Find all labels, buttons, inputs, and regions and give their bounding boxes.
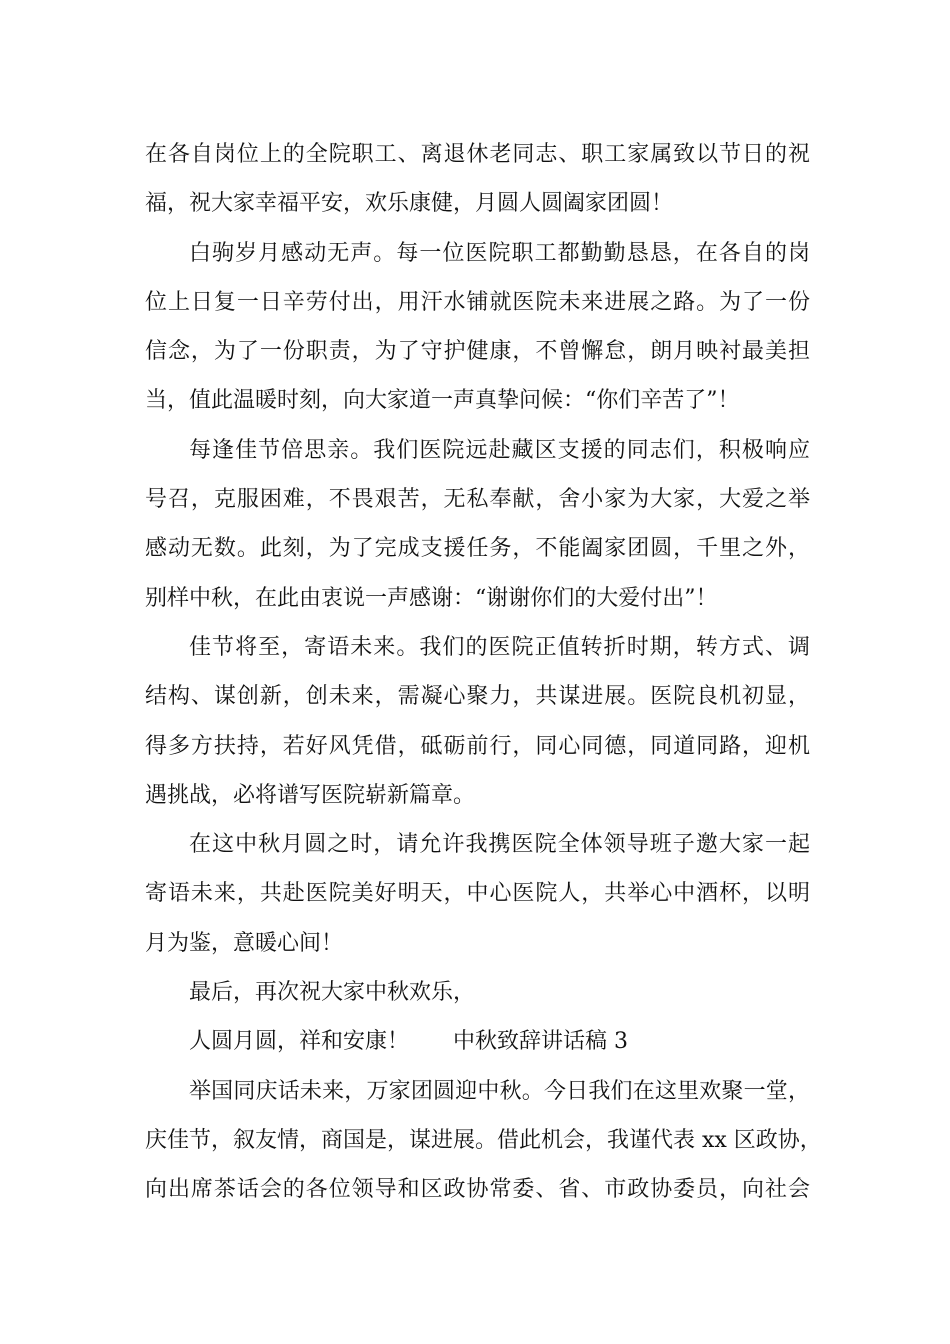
text-line: 结构、谋创新，创未来，需凝心聚力，共谋进展。医院良机初显， bbox=[145, 684, 810, 710]
text-line: 别样中秋，在此由衷说一声感谢：“谢谢你们的大爱付出”！ bbox=[145, 585, 718, 611]
text-line: 当，值此温暖时刻，向大家道一声真挚问候：“你们辛苦了”！ bbox=[145, 388, 740, 414]
text-line: 向出席茶话会的各位领导和区政协常委、省、市政协委员，向社会 bbox=[145, 1177, 810, 1203]
text-line: 位上日复一日辛劳付出，用汗水铺就医院未来进展之路。为了一份 bbox=[145, 289, 810, 315]
closing-text: 人圆月圆，祥和安康！ bbox=[189, 1029, 410, 1055]
paragraph-start-line: 举国同庆话未来，万家团圆迎中秋。今日我们在这里欢聚一堂， bbox=[189, 1078, 810, 1104]
paragraph-start-line: 最后，再次祝大家中秋欢乐， bbox=[189, 980, 476, 1006]
paragraph-start-line: 佳节将至，寄语未来。我们的医院正值转折时期，转方式、调 bbox=[189, 634, 810, 660]
text-line: 庆佳节，叙友情，商国是，谋进展。借此机会，我谨代表 xx 区政协， bbox=[145, 1127, 822, 1153]
document-body bbox=[145, 130, 822, 1215]
text-line: 寄语未来，共赴医院美好明天，中心医院人，共举心中酒杯，以明 bbox=[145, 881, 810, 907]
text-line: 感动无数。此刻，为了完成支援任务，不能阖家团圆，千里之外， bbox=[145, 536, 810, 562]
text-line: 号召，克服困难，不畏艰苦，无私奉献，舍小家为大家，大爱之举 bbox=[145, 487, 810, 513]
paragraph-start-line: 白驹岁月感动无声。每一位医院职工都勤勤恳恳，在各自的岗 bbox=[189, 240, 810, 266]
text-line: 月为鉴，意暖心间！ bbox=[145, 930, 344, 956]
paragraph-start-line: 每逢佳节倍思亲。我们医院远赴藏区支援的同志们，积极响应 bbox=[189, 437, 810, 463]
section-title: 中秋致辞讲话稿 3 bbox=[453, 1029, 629, 1055]
paragraph-start-line: 在这中秋月圆之时，请允许我携医院全体领导班子邀大家一起 bbox=[189, 832, 810, 858]
text-line: 信念，为了一份职责，为了守护健康，不曾懈怠，朗月映衬最美担 bbox=[145, 339, 810, 365]
text-line: 得多方扶持，若好风凭借，砥砺前行，同心同德，同道同路，迎机 bbox=[145, 733, 810, 759]
text-line: 遇挑战，必将谱写医院崭新篇章。 bbox=[145, 782, 476, 808]
text-line: 福，祝大家幸福平安，欢乐康健，月圆人圆阖家团圆！ bbox=[145, 191, 674, 217]
closing-line bbox=[145, 1017, 810, 1066]
text-line: 在各自岗位上的全院职工、离退休老同志、职工家属致以节日的祝 bbox=[145, 142, 810, 167]
